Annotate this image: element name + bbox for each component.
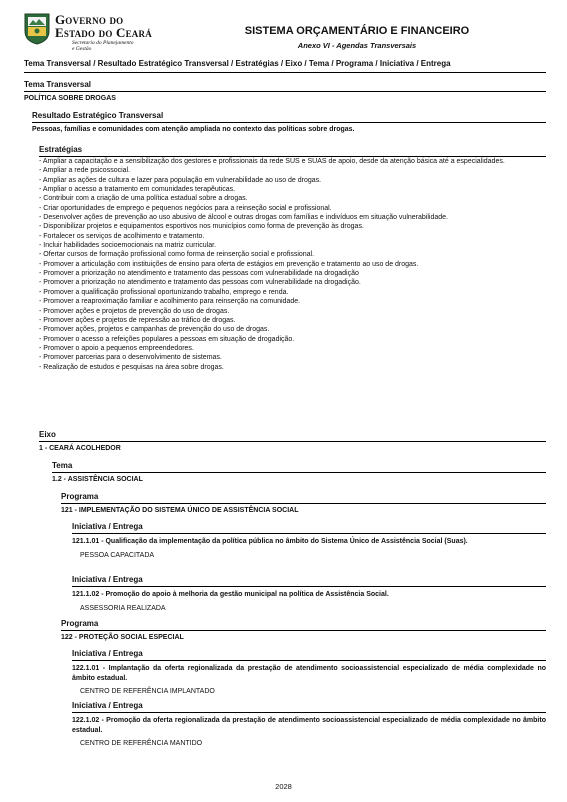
hierarchy-path: Tema Transversal / Resultado Estratégico Transversal / Estratégias / Eixo / Tema / Programa / Iniciativa / Entrega (24, 58, 546, 73)
iniciativa-section (72, 649, 546, 696)
programa-value: 122 - PROTEÇÃO SOCIAL ESPECIAL (61, 634, 184, 641)
iniciativa-label: Iniciativa / Entrega (72, 649, 546, 661)
list-item: - Promover a reaproximação familiar e acolhimento para reinserção na comunidade. (39, 298, 301, 306)
list-item: - Incluir habilidades socioemocionais na matriz curricular. (39, 242, 217, 250)
entrega-value: PESSOA CAPACITADA (80, 551, 155, 559)
logo-line-4: e Gestão (72, 46, 92, 52)
list-item: - Promover a priorização no atendimento e tratamento das pessoas com vulnerabilidade na drogadição (39, 270, 359, 278)
list-item: - Fortalecer os serviços de acolhimento e tratamento. (39, 232, 205, 240)
iniciativa-section (72, 522, 546, 560)
logo-line-1: Governo do (55, 12, 124, 27)
resultado-value: Pessoas, famílias e comunidades com atenção ampliada no contexto das políticas sobre drogas. (32, 126, 355, 133)
tema-section (52, 461, 546, 484)
logo-line-3: Secretaria do Planejamento (72, 40, 134, 46)
iniciativa-label: Iniciativa / Entrega (72, 575, 546, 587)
list-item: - Promover o acesso a refeições populares a pessoas em situação de drogadição. (39, 335, 295, 343)
programa-section (61, 619, 546, 642)
programa-section (61, 492, 546, 515)
page-header (0, 0, 567, 56)
entrega-value: ASSESSORIA REALIZADA (80, 604, 166, 612)
state-coat-of-arms-icon (24, 11, 50, 45)
list-item: - Promover a priorização no atendimento e tratamento das pessoas com vulnerabilidade na drogadição. (39, 279, 361, 287)
tema-transversal-section (24, 80, 546, 103)
list-item: - Ampliar as ações de cultura e lazer para população em vulnerabilidade ao uso de drogas. (39, 176, 322, 184)
list-item: - Promover o apoio a pequenos empreendedores. (39, 344, 194, 352)
resultado-section (32, 111, 546, 134)
tema-transversal-label: Tema Transversal (24, 80, 546, 92)
list-item: - Promover ações e projetos de prevenção do uso de drogas. (39, 307, 230, 315)
list-item: - Desenvolver ações de prevenção ao uso abusivo de álcool e outras drogas com famílias e indivíduos em situação vulnerabilidade. (39, 214, 448, 222)
iniciativa-text: 121.1.01 - Qualificação da implementação da política pública no âmbito do Sistema Único de Assistência Social (Suas). (72, 538, 468, 545)
list-item: - Ampliar a capacitação e a sensibilização dos gestores e profissionais da rede SUS e SUAS de apoio, desde da atenção básica até a especialidades. (39, 158, 505, 165)
programa-label: Programa (61, 619, 546, 631)
iniciativa-text: 122.1.02 - Promoção da oferta regionalizada da prestação de atendimento socioassistencial especializado de média complexidade no âmbito estadual. (72, 717, 546, 734)
list-item: - Criar oportunidades de emprego e pequenos negócios para a reinseção social e profissional. (39, 204, 332, 212)
list-item: - Promover ações, projetos e campanhas de prevenção do uso de drogas. (39, 326, 270, 334)
page-number: 2028 (275, 782, 292, 791)
tema-label: Tema (52, 461, 546, 473)
list-item: - Contribuir com a criação de uma política estadual sobre a drogas. (39, 195, 248, 203)
list-item: - Disponibilizar projetos e equipamentos esportivos nos municípios como forma de prevenção às drogas. (39, 223, 364, 231)
eixo-label: Eixo (39, 430, 546, 442)
estrategias-list (39, 157, 539, 372)
programa-value: 121 - IMPLEMENTAÇÃO DO SISTEMA ÚNICO DE ASSISTÊNCIA SOCIAL (61, 507, 299, 514)
list-item: - Realização de estudos e pesquisas na área sobre drogas. (39, 363, 224, 371)
list-item: - Ofertar cursos de formação profissional como forma de reinserção social e profissional. (39, 251, 315, 259)
iniciativa-section (72, 575, 546, 613)
list-item: - Promover a articulação com instituições de ensino para oferta de estágios em prevenção e tratamento ao uso de drogas. (39, 260, 419, 268)
list-item: - Promover parcerias para o desenvolvimento de sistemas. (39, 354, 222, 362)
eixo-value: 1 - CEARÁ ACOLHEDOR (39, 445, 121, 452)
list-item: - Promover ações e projetos de repressão ao tráfico de drogas. (39, 316, 236, 324)
entrega-value: CENTRO DE REFERÊNCIA MANTIDO (80, 740, 203, 747)
logo-line-2: Estado do Ceará (55, 25, 152, 40)
iniciativa-label: Iniciativa / Entrega (72, 522, 546, 534)
programa-label: Programa (61, 492, 546, 504)
system-title: SISTEMA ORÇAMENTÁRIO E FINANCEIRO (244, 25, 470, 37)
tema-value: 1.2 - ASSISTÊNCIA SOCIAL (52, 476, 143, 483)
tema-transversal-value: POLÍTICA SOBRE DROGAS (24, 95, 116, 102)
list-item: - Ampliar a rede psicossocial. (39, 167, 131, 175)
entrega-value: CENTRO DE REFERÊNCIA IMPLANTADO (80, 688, 215, 695)
iniciativa-text: 122.1.01 - Implantação da oferta regionalizada da prestação de atendimento socioassistencial especializado de média complexidade no âmbito estadual. (72, 665, 546, 682)
estrategias-section (39, 145, 546, 157)
iniciativa-label: Iniciativa / Entrega (72, 701, 546, 713)
list-item: - Promover a qualificação profissional oportunizando trabalho, emprego e renda. (39, 288, 289, 296)
annex-subtitle: Anexo VI - Agendas Transversais (297, 41, 417, 50)
list-item: - Ampliar o acesso a tratamento em comunidades terapêuticas. (39, 186, 236, 194)
iniciativa-section (72, 701, 546, 748)
government-logo (24, 11, 154, 52)
eixo-section (39, 430, 546, 453)
iniciativa-text: 121.1.02 - Promoção do apoio à melhoria da gestão municipal na política de Assistência Social. (72, 591, 389, 598)
resultado-label: Resultado Estratégico Transversal (32, 111, 546, 123)
estrategias-label: Estratégias (39, 145, 546, 157)
